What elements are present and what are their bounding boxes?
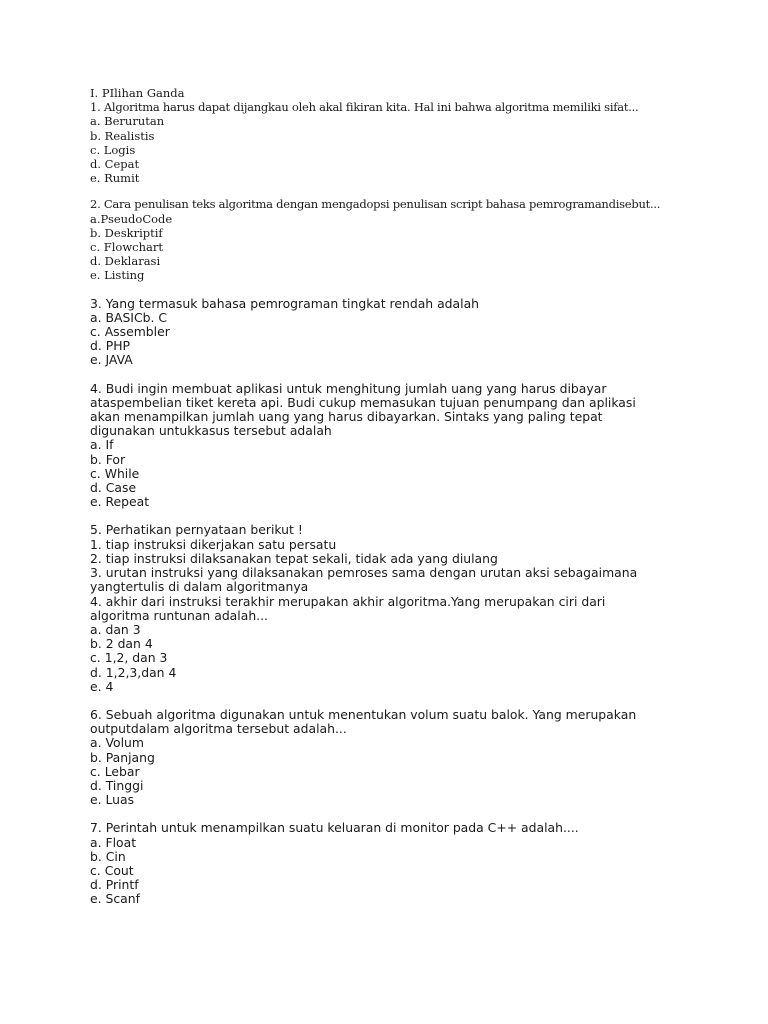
- section-title: I. PIlihan Ganda: [90, 86, 185, 100]
- question-5-block: [90, 523, 690, 693]
- question-5-option-e: e. 4: [90, 678, 114, 694]
- question-5-text-line-6: 4. akhir dari instruksi terakhir merupakan akhir algoritma.Yang merupakan ciri dari: [90, 593, 606, 609]
- question-4-option-d: d. Case: [90, 480, 137, 496]
- question-3-block: [90, 297, 690, 368]
- question-1-block: [90, 86, 690, 185]
- question-4-text-line-4: digunakan untukkasus tersebut adalah: [90, 423, 332, 439]
- question-5-text-line-3: 2. tiap instruksi dilaksanakan tepat sekali, tidak ada yang diulang: [90, 550, 498, 566]
- document-page: [90, 86, 690, 921]
- question-4-option-a: a. If: [90, 437, 114, 453]
- question-3-option-d: d. PHP: [90, 338, 131, 354]
- question-6-option-b: b. Panjang: [90, 749, 155, 765]
- question-6-option-e: e. Luas: [90, 792, 135, 808]
- question-6-option-c: c. Lebar: [90, 763, 140, 779]
- question-1-option-d: d. Cepat: [90, 157, 140, 172]
- question-1-text: 1. Algoritma harus dapat dijangkau oleh akal fikiran kita. Hal ini bahwa algoritma memiliki sifat...: [90, 100, 639, 115]
- question-5-text-line-2: 1. tiap instruksi dikerjakan satu persatu: [90, 536, 337, 552]
- question-5-option-c: c. 1,2, dan 3: [90, 650, 168, 666]
- question-1-option-b: b. Realistis: [90, 128, 155, 143]
- question-4-option-e: e. Repeat: [90, 494, 150, 510]
- question-6-text-line-2: outputdalam algoritma tersebut adalah...: [90, 721, 347, 737]
- question-6-option-a: a. Volum: [90, 735, 144, 751]
- question-3-option-c: c. Assembler: [90, 324, 170, 340]
- question-7-text: 7. Perintah untuk menampilkan suatu keluaran di monitor pada C++ adalah....: [90, 820, 579, 836]
- question-6-block: [90, 708, 690, 807]
- question-3-text: 3. Yang termasuk bahasa pemrograman tingkat rendah adalah: [90, 295, 480, 311]
- question-7-option-e: e. Scanf: [90, 891, 140, 907]
- question-7-option-d: d. Printf: [90, 877, 139, 893]
- question-1-option-a: a. Berurutan: [90, 114, 165, 129]
- question-7-option-a: a. Float: [90, 834, 137, 850]
- question-7-option-c: c. Cout: [90, 862, 134, 878]
- question-6-option-d: d. Tinggi: [90, 777, 144, 793]
- question-2-option-c: c. Flowchart: [90, 240, 163, 255]
- question-5-text-line-1: 5. Perhatikan pernyataan berikut !: [90, 522, 303, 538]
- question-3-option-ab: a. BASICb. C: [90, 309, 168, 325]
- question-7-block: [90, 821, 690, 906]
- question-1-option-c: c. Logis: [90, 142, 136, 157]
- question-2-option-b: b. Deskriptif: [90, 225, 163, 240]
- question-4-text-line-1: 4. Budi ingin membuat aplikasi untuk menghitung jumlah uang yang harus dibayar: [90, 380, 607, 396]
- question-5-option-a: a. dan 3: [90, 621, 141, 637]
- question-3-option-e: e. JAVA: [90, 352, 133, 368]
- question-2-block: [90, 197, 690, 282]
- question-2-option-a: a.PseudoCode: [90, 211, 173, 226]
- question-4-option-b: b. For: [90, 451, 126, 467]
- question-2-option-e: e. Listing: [90, 268, 145, 283]
- question-5-text-line-7: algoritma runtunan adalah...: [90, 607, 268, 623]
- question-2-text: 2. Cara penulisan teks algoritma dengan mengadopsi penulisan script bahasa pemrogramandisebut...: [90, 197, 661, 212]
- question-6-text-line-1: 6. Sebuah algoritma digunakan untuk menentukan volum suatu balok. Yang merupakan: [90, 706, 637, 722]
- question-4-option-c: c. While: [90, 465, 140, 481]
- question-1-option-e: e. Rumit: [90, 171, 140, 186]
- question-5-text-line-4: 3. urutan instruksi yang dilaksanakan pemroses sama dengan urutan aksi sebagaimana: [90, 565, 638, 581]
- question-7-option-b: b. Cin: [90, 848, 126, 864]
- question-2-option-d: d. Deklarasi: [90, 254, 161, 269]
- question-5-option-b: b. 2 dan 4: [90, 636, 153, 652]
- question-4-text-line-3: akan menampilkan jumlah uang yang harus dibayarkan. Sintaks yang paling tepat: [90, 409, 603, 425]
- question-4-text-line-2: ataspembelian tiket kereta api. Budi cukup memasukan tujuan penumpang dan aplikasi: [90, 394, 636, 410]
- question-5-text-line-5: yangtertulis di dalam algoritmanya: [90, 579, 309, 595]
- question-5-option-d: d. 1,2,3,dan 4: [90, 664, 177, 680]
- question-4-block: [90, 382, 690, 510]
